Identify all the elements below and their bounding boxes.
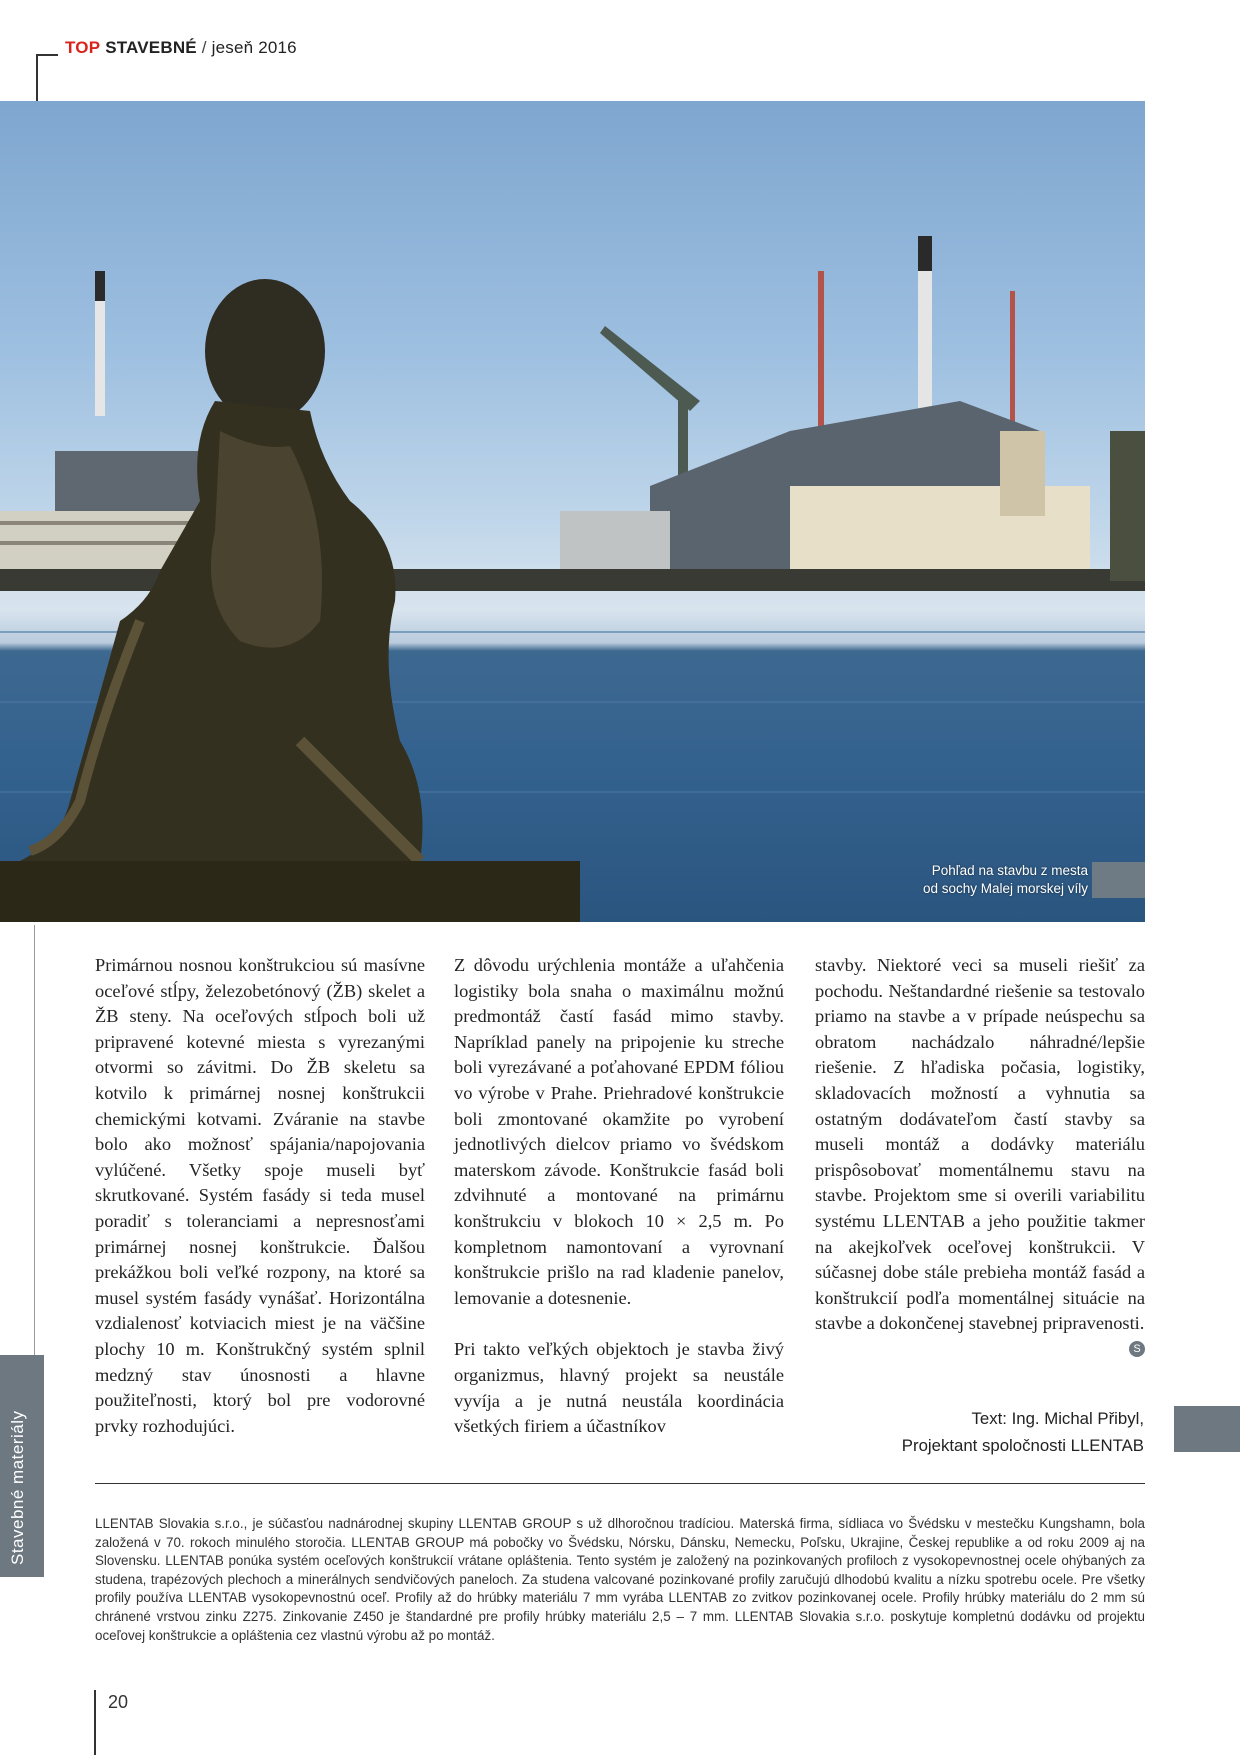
brand-top: TOP	[65, 38, 101, 57]
caption-tab	[1092, 862, 1145, 898]
caption-line-2: od sochy Malej morskej víly	[922, 881, 1088, 896]
paragraph	[815, 953, 1145, 1355]
photo-caption	[923, 862, 1088, 898]
caption-line-1: Pohľad na stavbu z mesta	[931, 863, 1088, 878]
author-line-1: Text: Ing. Michal Přibyl,	[971, 1409, 1144, 1428]
brand-name: STAVEBNÉ	[105, 38, 197, 57]
paragraph-text: stavby. Niektoré veci sa museli riešiť za pochodu. Neštandardné riešenie sa testovalo priamo na stavbe a v prípade neúspechu sa obratom nachádzalo náhradné/lepšie riešenie. Z hľadiska počasia, logistiky, skladovacích možností a vyhnutia sa ostatným dodávateľom častí stavby sa museli montáž a dodávky materiálu prispôsobovať momentálnemu stavu na stavbe. Projektom sme si overili variabilitu systému LLENTAB a jeho použitie takmer na akejkoľvek oceľovej konštrukcii. V súčasnej dobe stále prebieha montáž fasád a konštrukcií podľa momentálnej situácie na stavbe a dokončenej stavebnej pripravenosti.	[815, 955, 1145, 1334]
mermaid-statue	[0, 279, 580, 922]
header-rule	[36, 54, 58, 56]
article-photo	[0, 101, 1145, 922]
section-label: Stavebné materiály	[8, 1410, 27, 1565]
author-tab	[1174, 1406, 1240, 1452]
article-end-mark: S	[1129, 1341, 1145, 1357]
company-note-text: LLENTAB Slovakia s.r.o., je súčasťou nadnárodnej skupiny LLENTAB GROUP s už dlhoročnou tradíciou. Materská firma, sídliaca vo Švédsku v mestečku Kungshamn, bola založená v 70. rokoch minulého storočia. LLENTAB GROUP má pobočky vo Švédsku, Nórsku, Dánsku, Nemecku, Poľsku, Ukrajine, Českej republike a od roku 2009 aj na Slovensku. LLENTAB ponúka systém oceľových konštrukcií vrátane opláštenia. Tento systém je založený na pozinkovaných profiloch z vysokopevnostnej ocele ohýbaných za studena, trapézových plechoch a minerálnych sendvičových paneloch. Za studena valcované pozinkované profily zaručujú dlhodobú kvalitu a nízku spotrebu ocele. Pre všetky profily používa LLENTAB vysokopevnostnú oceľ. Profily až do hrúbky materiálu 7 mm vyrába LLENTAB zo zvitkov pozinkovanej ocele. Profily hrúbky materiálu do 2 mm sú chránené vrstvou zinku Z275. Zinkovanie Z450 je štandardné pre profily hrúbky materiálu 2,5 – 7 mm. LLENTAB Slovakia s.r.o. poskytuje kompletnú dodávku od projektu oceľovej konštrukcie a opláštenia cez vlastnú výrobu až po montáž.	[95, 1516, 1145, 1643]
author-credit	[902, 1405, 1144, 1459]
article-column-1	[95, 953, 425, 1439]
article-column-3	[815, 953, 1145, 1357]
footer-divider	[95, 1483, 1145, 1484]
photo-illustration	[0, 101, 1145, 922]
paragraph: Z dôvodu urýchlenia montáže a uľahčenia logistiky bola snaha o maximálnu možnú predmontáž častí fasád mimo stavby. Napríklad panely na pripojenie ku streche boli vyrezávané a poťahované EPDM fóliou vo výrobe v Prahe. Priehradové konštrukcie boli zmontované okamžite po vyrobení jednotlivých dielcov priamo vo švédskom materskom závode. Konštrukcie fasád boli zdvihnuté a montované na primárnu konštrukciu v blokoch 10 × 2,5 m. Po kompletnom namontovaní a vyrovnaní konštrukcie prišlo na rad kladenie panelov, lemovanie a dotesnenie.	[454, 955, 784, 1308]
paragraph: Primárnou nosnou konštrukciou sú masívne oceľové stĺpy, železobetónový (ŽB) skelet a ŽB steny. Na oceľových stĺpoch boli už pripravené kotevné miesta s vyrezanými otvormi so závitmi. Do ŽB skeletu sa kotvilo k primárnej nosnej konštrukcii chemickými kotvami. Zváranie na stavbe bolo ako možnosť spájania/napojovania vylúčené. Všetky spoje museli byť skrutkované. Systém fasády si teda musel poradiť s toleranciami a nepresnosťami primárnej nosnej konštrukcie. Ďalšou prekážkou boli veľké rozpony, na ktoré sa musel systém fasády vynášať. Horizontálna vzdialenosť kotviacich miest je na väčšine plochy 10 m. Konštrukčný systém splnil medzný stav únosnosti a hlavne použiteľnosti, ktorý bol pre vodorovné prvky rozhodujúci.	[95, 955, 425, 1436]
page-number-rule	[94, 1690, 96, 1755]
section-rule	[34, 925, 35, 1365]
header-separator: /	[201, 38, 207, 57]
running-header	[65, 38, 297, 58]
paragraph: Pri takto veľkých objektoch je stavba živý organizmus, hlavný projekt sa neustále vyvíja a je nutná neustála koordinácia všetkých firiem a účastníkov	[454, 1339, 784, 1437]
crane-arm	[600, 326, 700, 411]
issue-season: jeseň 2016	[211, 38, 297, 57]
page-number: 20	[108, 1692, 129, 1712]
article-column-2	[454, 953, 784, 1440]
company-note	[95, 1515, 1145, 1645]
header-rule-vertical	[36, 54, 38, 102]
author-line-2: Projektant spoločnosti LLENTAB	[901, 1436, 1144, 1455]
